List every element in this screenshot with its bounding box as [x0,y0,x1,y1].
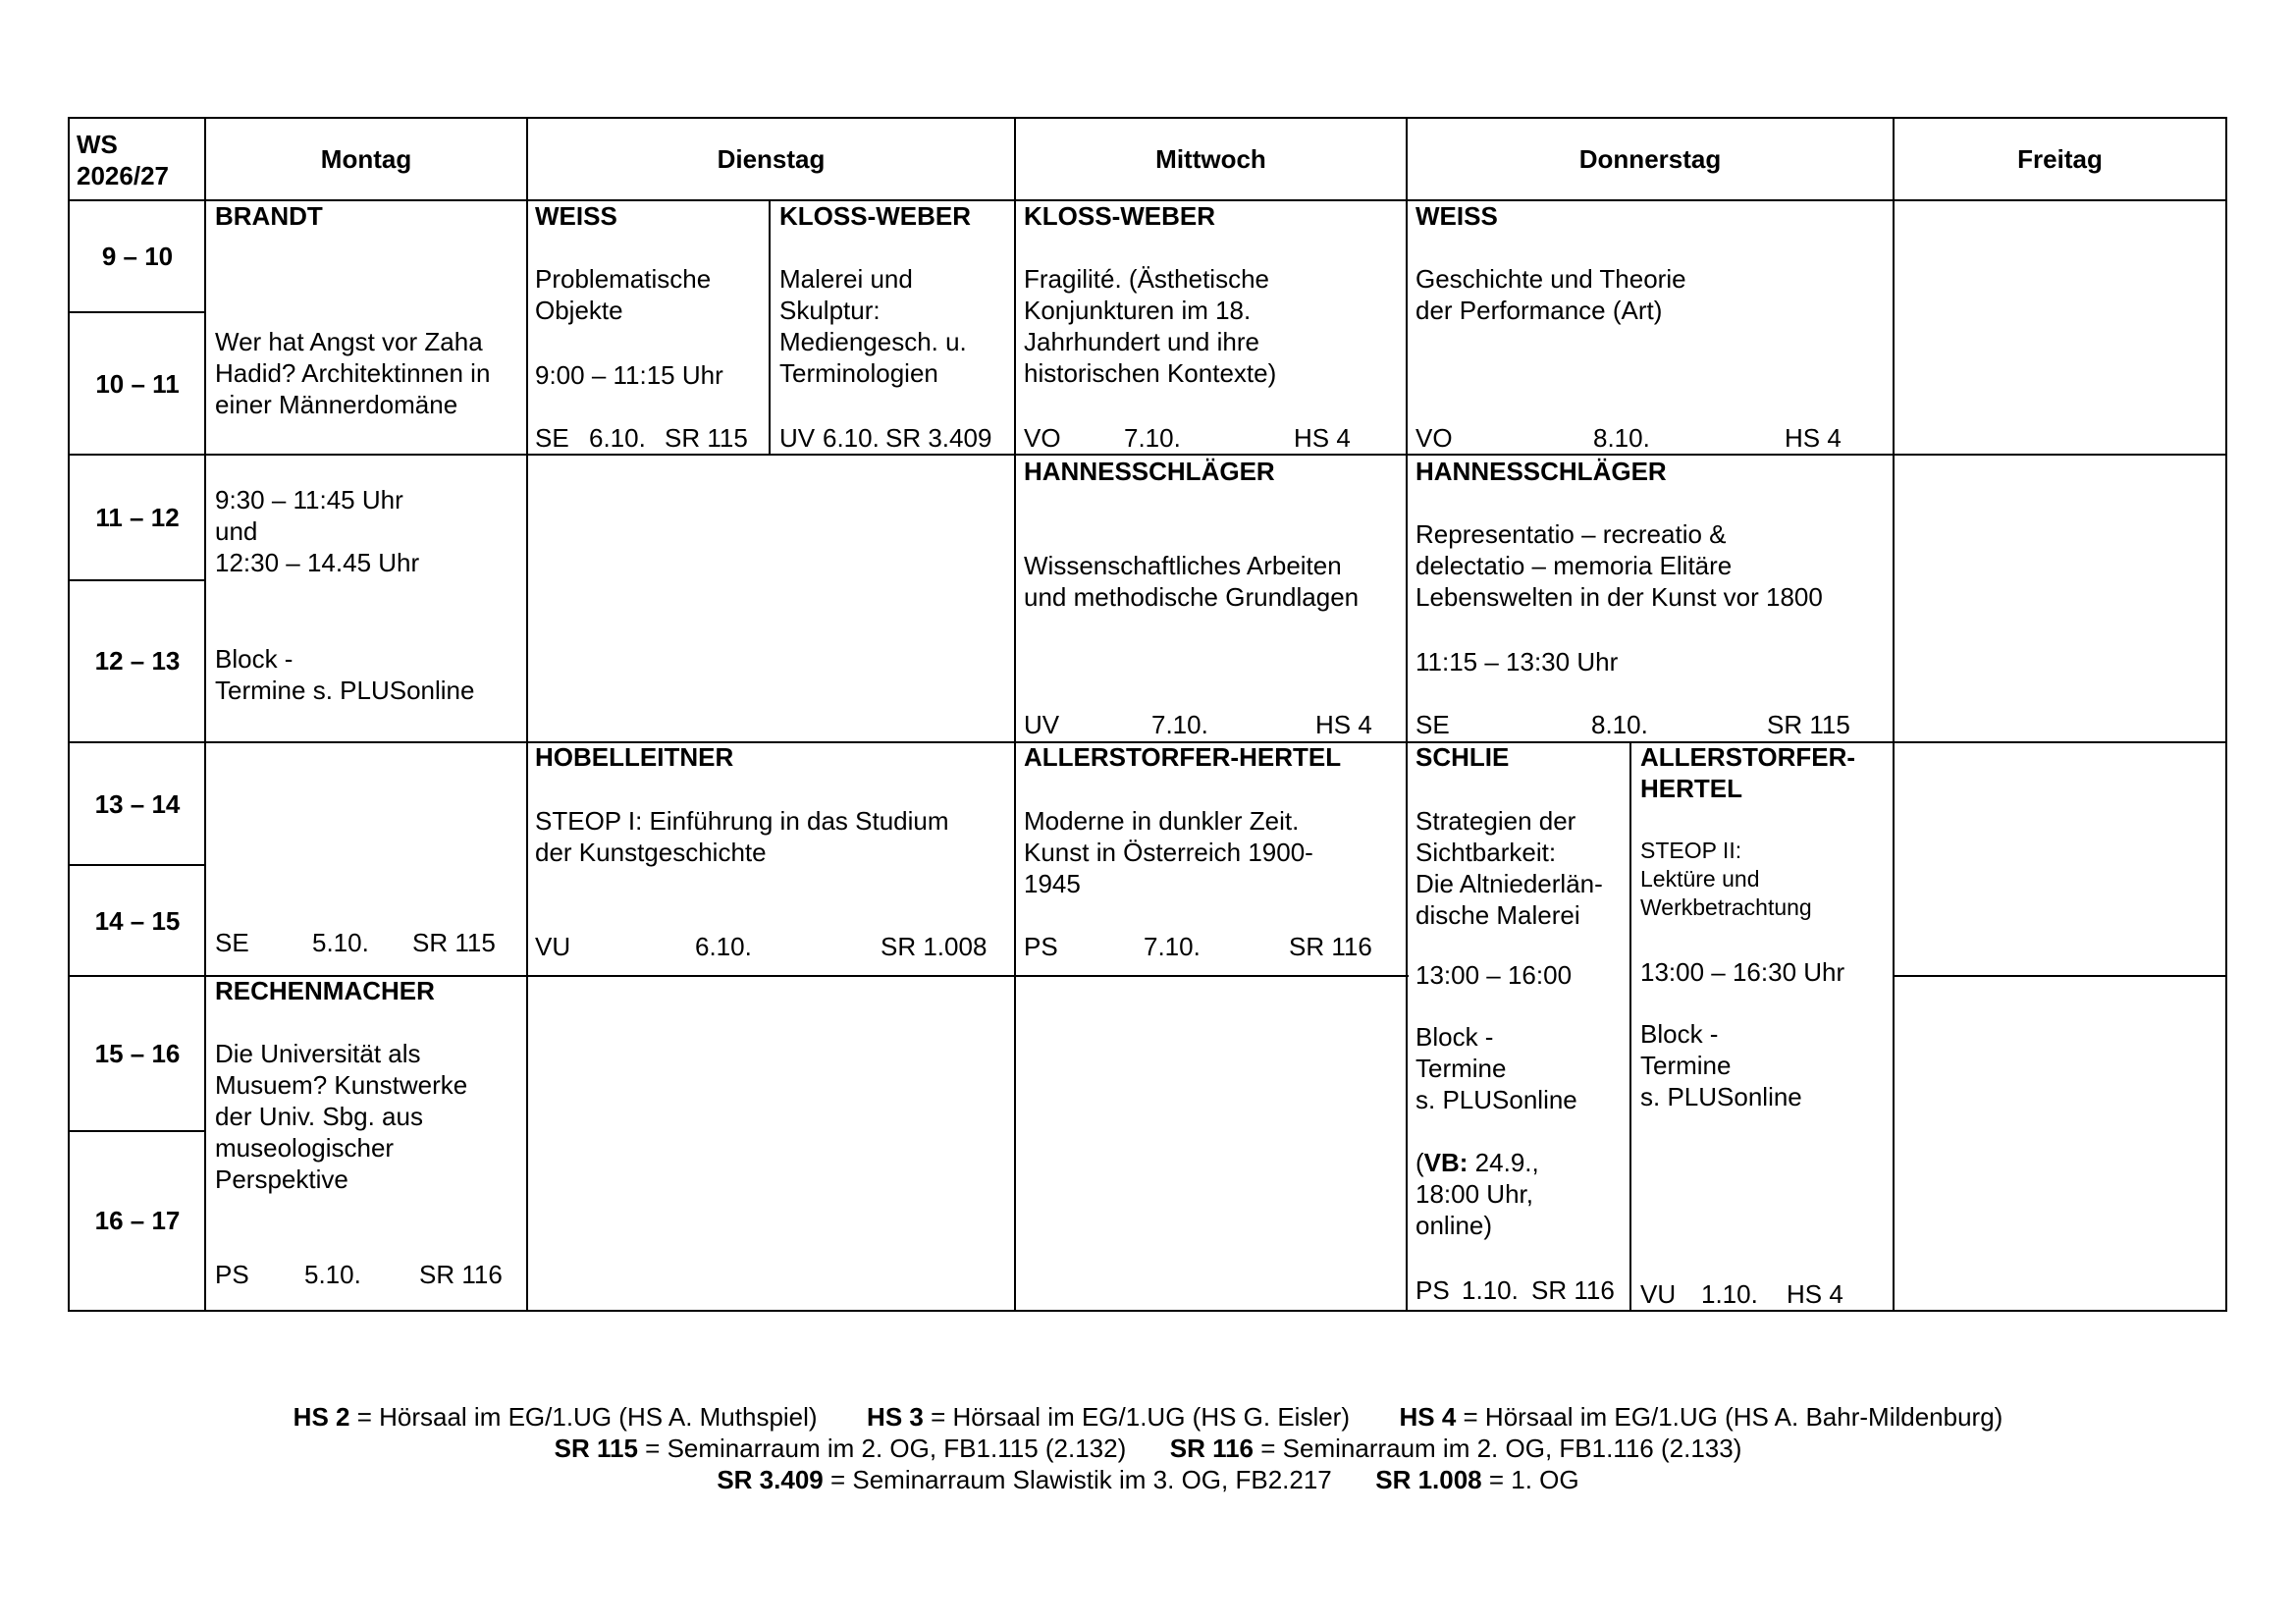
course-room: SR 3.409 [885,423,992,453]
room-legend-line-2: SR 115 = Seminarraum im 2. OG, FB1.115 (2.132) SR 116 = Seminarraum im 2. OG, FB1.116 (2.133) [554,1434,1742,1463]
course-date: 6.10. [589,423,646,453]
course-block-note: Block - Termine s. PLUSonline [215,644,475,705]
course-title: Malerei und Skulptur: Mediengesch. u. Terminologien [779,264,967,388]
course-time: 9:00 – 11:15 Uhr [535,360,723,390]
course-room: SR 115 [1767,710,1850,739]
room-legend-line-3: SR 3.409 = Seminarraum Slawistik im 3. OG, FB2.217 SR 1.008 = 1. OG [717,1465,1579,1494]
course-date: 1.10. [1701,1279,1758,1309]
course-title: Moderne in dunkler Zeit. Kunst in Österreich 1900- 1945 [1024,806,1313,898]
time-slot: 13 – 14 [94,789,181,819]
time-slot: 16 – 17 [94,1206,181,1235]
lecturer-name: ALLERSTORFER-HERTEL [1024,742,1342,772]
course-date: 7.10. [1124,423,1181,453]
lecturer-name: WEISS [1415,201,1498,231]
lecturer-name: KLOSS-WEBER [1024,201,1215,231]
course-type: VU [535,932,571,961]
lecturer-name: WEISS [535,201,617,231]
course-type: SE [535,423,569,453]
course-room: SR 115 [412,928,496,957]
lecturer-name: RECHENMACHER [215,976,435,1005]
day-header-mittwoch: Mittwoch [1155,144,1266,174]
lecturer-name: HANNESSCHLÄGER [1415,457,1667,486]
day-header-dienstag: Dienstag [717,144,826,174]
preliminary-meeting-note: (VB: 24.9., 18:00 Uhr, online) [1415,1148,1539,1240]
course-title: Die Universität als Musuem? Kunstwerke der Univ. Sbg. aus museologischer Perspektive [215,1039,468,1194]
course-type: VO [1024,423,1061,453]
course-time: 13:00 – 16:00 [1415,960,1573,990]
day-header-freitag: Freitag [2017,144,2103,174]
course-title: Fragilité. (Ästhetische Konjunkturen im 18. Jahrhundert und ihre historischen Kontexte) [1024,264,1277,388]
day-header-donnerstag: Donnerstag [1578,144,1722,174]
course-type: UV [1024,710,1060,739]
lecturer-name: SCHLIE [1415,742,1510,772]
course-title: Problematische Objekte [535,264,712,325]
course-title: Geschichte und Theorie der Performance (Art) [1415,264,1686,325]
course-block-note: Block - Termine s. PLUSonline [1640,1019,1802,1111]
course-date: 5.10. [304,1260,361,1289]
course-room: HS 4 [1315,710,1372,739]
lecturer-name: KLOSS-WEBER [779,201,971,231]
time-slot: 9 – 10 [101,242,174,271]
course-date: 5.10. [312,928,369,957]
course-room: SR 1.008 [881,932,988,961]
course-title: STEOP I: Einführung in das Studium der Kunstgeschichte [535,806,949,867]
course-title: Wer hat Angst vor Zaha Hadid? Architektinnen in einer Männerdomäne [215,327,491,419]
course-room: SR 115 [665,423,748,453]
time-slot: 14 – 15 [94,906,181,936]
lecturer-name: BRANDT [215,201,323,231]
course-type: PS [1024,932,1058,961]
course-room: HS 4 [1787,1279,1843,1309]
time-slot: 11 – 12 [95,503,180,532]
time-slot: 15 – 16 [94,1039,181,1068]
time-slot: 10 – 11 [95,369,180,399]
course-title: STEOP II: Lektüre und Werkbetrachtung [1640,838,1812,920]
course-room: SR 116 [1289,932,1372,961]
room-legend-line-1: HS 2 = Hörsaal im EG/1.UG (HS A. Muthspiel) HS 3 = Hörsaal im EG/1.UG (HS G. Eisler) HS 4 = Hörsaal im EG/1.UG (HS A. Bahr-Mildenburg) [293,1402,2003,1432]
course-room: SR 116 [419,1260,503,1289]
course-type: PS [1415,1275,1450,1305]
course-room: HS 4 [1785,423,1842,453]
course-date: 6.10. [823,423,880,453]
semester-label: WS 2026/27 [77,130,169,190]
course-type: PS [215,1260,249,1289]
lecturer-name: HOBELLEITNER [535,742,734,772]
course-time: 9:30 – 11:45 Uhr und 12:30 – 14.45 Uhr [215,485,420,577]
course-type: SE [215,928,249,957]
lecturer-name: HANNESSCHLÄGER [1024,457,1275,486]
course-date: 7.10. [1151,710,1208,739]
course-title: Representatio – recreatio & delectatio – memoria Elitäre Lebenswelten in der Kunst vor 1800 [1415,519,1823,612]
course-block-note: Block - Termine s. PLUSonline [1415,1022,1577,1114]
course-date: 1.10. [1462,1275,1519,1305]
course-title: Strategien der Sichtbarkeit: Die Altniederlän- dische Malerei [1415,806,1603,930]
course-type: UV [779,423,816,453]
course-type: SE [1415,710,1450,739]
course-date: 6.10. [695,932,752,961]
course-time: 13:00 – 16:30 Uhr [1640,957,1845,987]
lecturer-name: ALLERSTORFER- HERTEL [1640,742,1856,803]
course-room: SR 116 [1531,1275,1615,1305]
course-date: 7.10. [1144,932,1201,961]
day-header-montag: Montag [320,144,412,174]
course-date: 8.10. [1593,423,1650,453]
course-type: VO [1415,423,1453,453]
course-title: Wissenschaftliches Arbeiten und methodische Grundlagen [1024,551,1360,612]
course-room: HS 4 [1294,423,1351,453]
course-type: VU [1640,1279,1677,1309]
course-time: 11:15 – 13:30 Uhr [1415,647,1619,677]
time-slot: 12 – 13 [94,646,181,676]
course-date: 8.10. [1591,710,1648,739]
